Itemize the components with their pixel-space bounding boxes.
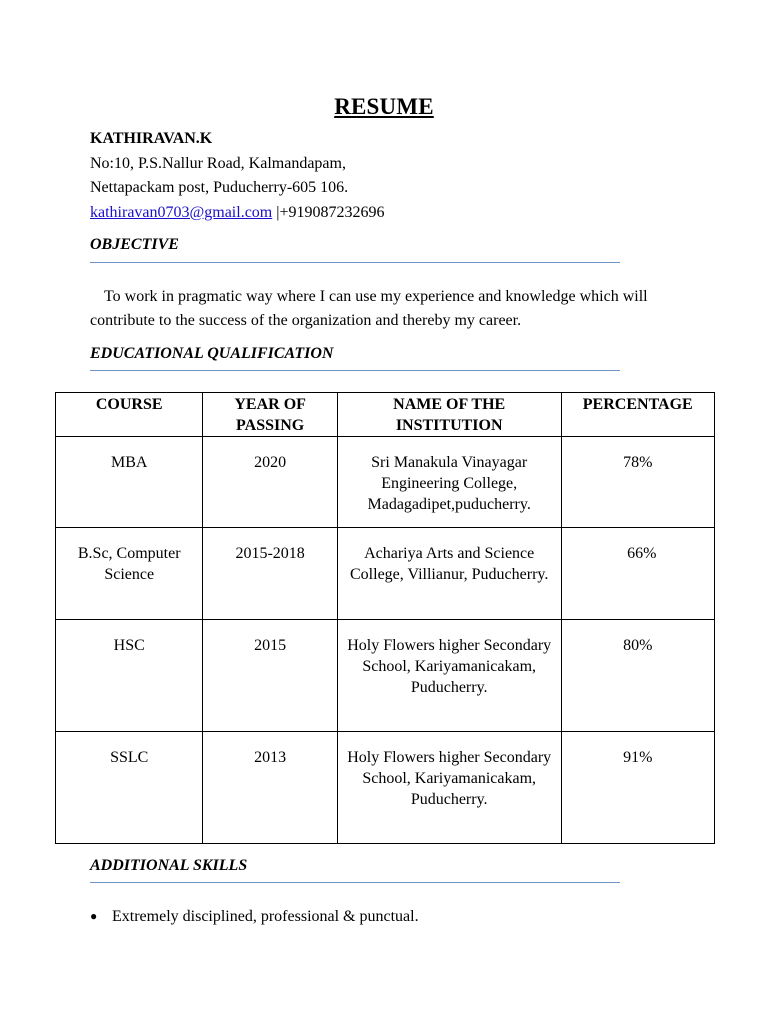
bullet-icon: ● bbox=[90, 909, 98, 923]
address-line-2: Nettapackam post, Puducherry-605 106. bbox=[90, 179, 349, 196]
contact-block bbox=[90, 127, 384, 225]
cell-year: 2013 bbox=[203, 732, 337, 844]
column-header-percentage: PERCENTAGE bbox=[561, 393, 714, 437]
cell-institution: Holy Flowers higher Secondary School, Kariyamanicakam, Puducherry. bbox=[337, 620, 561, 732]
address-line-1: No:10, P.S.Nallur Road, Kalmandapam, bbox=[90, 154, 346, 172]
objective-divider bbox=[90, 262, 620, 263]
cell-course: SSLC bbox=[56, 732, 203, 844]
skill-text: Extremely disciplined, professional & punctual. bbox=[112, 908, 419, 925]
column-header-institution: NAME OF THE INSTITUTION bbox=[337, 393, 561, 437]
cell-course: MBA bbox=[56, 437, 203, 528]
table-row bbox=[56, 732, 715, 844]
resume-title: RESUME bbox=[334, 94, 434, 119]
cell-year: 2015 bbox=[203, 620, 337, 732]
cell-percentage: 66% bbox=[561, 528, 714, 620]
candidate-name: KATHIRAVAN.K bbox=[90, 130, 213, 147]
table-row bbox=[56, 528, 715, 620]
objective-text: To work in pragmatic way where I can use my experience and knowledge which will contribute to the success of the organization and thereby my career. bbox=[90, 288, 648, 329]
list-item bbox=[90, 905, 419, 928]
cell-percentage: 80% bbox=[561, 620, 714, 732]
email-link[interactable]: kathiravan0703@gmail.com bbox=[90, 203, 273, 221]
cell-percentage: 78% bbox=[561, 437, 714, 528]
column-header-course: COURSE bbox=[56, 393, 203, 437]
cell-year: 2020 bbox=[203, 437, 337, 528]
cell-course: B.Sc, Computer Science bbox=[56, 528, 203, 620]
objective-text-block bbox=[90, 285, 690, 333]
cell-percentage: 91% bbox=[561, 732, 714, 844]
education-heading: EDUCATIONAL QUALIFICATION bbox=[90, 345, 334, 362]
education-table bbox=[55, 392, 715, 844]
skills-list bbox=[90, 905, 419, 928]
education-divider bbox=[90, 370, 620, 371]
table-header-row bbox=[56, 393, 715, 437]
skills-divider bbox=[90, 882, 620, 883]
cell-year: 2015-2018 bbox=[203, 528, 337, 620]
objective-heading: OBJECTIVE bbox=[90, 236, 179, 253]
cell-institution: Holy Flowers higher Secondary School, Kariyamanicakam, Puducherry. bbox=[337, 732, 561, 844]
column-header-year: YEAR OF PASSING bbox=[203, 393, 337, 437]
email-phone-line bbox=[90, 201, 384, 226]
table-row bbox=[56, 437, 715, 528]
skills-heading: ADDITIONAL SKILLS bbox=[90, 857, 248, 874]
cell-institution: Sri Manakula Vinayagar Engineering College, Madagadipet,puducherry. bbox=[337, 437, 561, 528]
table-row bbox=[56, 620, 715, 732]
phone-number: |+919087232696 bbox=[272, 203, 385, 221]
cell-institution: Achariya Arts and Science College, Villianur, Puducherry. bbox=[337, 528, 561, 620]
cell-course: HSC bbox=[56, 620, 203, 732]
